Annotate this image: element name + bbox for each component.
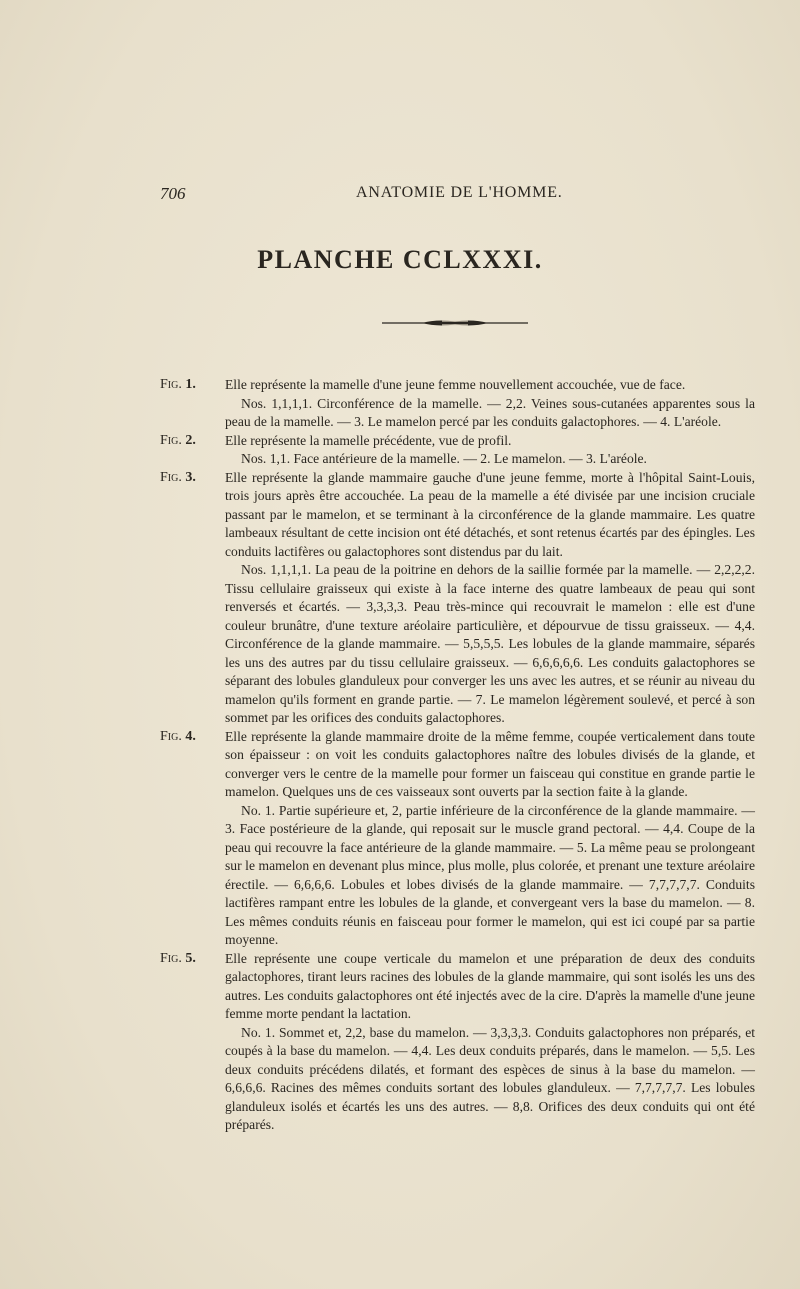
plate-explanation [160, 376, 755, 1135]
figure-entry-5 [160, 950, 755, 1135]
figure-label: Fig. 1. [160, 377, 196, 392]
figure-description: Elle représente une coupe verticale du mamelon et une préparation de deux des conduits galactophores, tirant leurs racines des lobules de la glande mammaire, qui sont isolés les uns des autres. Les conduits galactophores ont été injectés avec de la cire. D'après la mamelle d'une jeune femme morte pendant la lactation. [225, 950, 755, 1021]
figure-numbers: No. 1. Partie supérieure et, 2, partie inférieure de la circonférence de la glande mammaire. — 3. Face postérieure de la glande, qui reposait sur le muscle grand pectoral. — 4,4. Coupe de la peau qui recouvre la face antérieure de la glande mammaire. — 5. La même peau se prolongeant sur le mamelon en devenant plus mince, plus molle, plus colorée, et prenant une texture aréolaire érectile. — 6,6,6,6. Lobules et lobes divisés de la glande mammaire. — 7,7,7,7,7. Conduits lactifères rampant entre les lobules de la glande, et convergeant vers la base du mamelon. — 8. Les mêmes conduits réunis en faisceau pour former le mamelon, qui est ici coupé par sa partie moyenne. [225, 802, 755, 947]
figure-numbers: Nos. 1,1. Face antérieure de la mamelle. — 2. Le mamelon. — 3. L'aréole. [241, 451, 647, 466]
figure-entry-1 [160, 376, 755, 432]
running-title: ANATOMIE DE L'HOMME. [356, 184, 563, 201]
figure-description: Elle représente la glande mammaire gauche d'une jeune femme, morte à l'hôpital Saint-Louis, trois jours après être accouchée. La peau de la mamelle a été divisée par une incision cruciale passant par le mamelon, et se terminant à la circonférence de la glande mammaire. Les quatre lambeaux résultant de cette incision ont été détachés, et sont retenus écartés par des épingles. Les conduits lactifères ou galactophores sont distendus par du lait. [225, 469, 755, 559]
figure-entry-2 [160, 432, 755, 469]
figure-label: Fig. 3. [160, 469, 196, 485]
figure-entry-3 [160, 469, 755, 728]
figure-numbers: Nos. 1,1,1,1. Circonférence de la mamelle. — 2,2. Veines sous-cutanées apparentes sous la peau de la mamelle. — 3. Le mamelon percé par les conduits galactophores. — 4. L'aréole. [225, 395, 755, 429]
figure-label: Fig. 5. [160, 950, 196, 966]
figure-numbers: No. 1. Sommet et, 2,2, base du mamelon. — 3,3,3,3. Conduits galactophores non préparés, et coupés à la base du mamelon. — 4,4. Les deux conduits préparés, dans le mamelon. — 5,5. Les deux conduits précédens dilatés, et formant des espèces de sinus à la base du mamelon. — 6,6,6,6. Racines des mêmes conduits sortant des lobules glanduleux. — 7,7,7,7,7. Les lobules glanduleux isolés et écartés les uns des autres. — 8,8. Orifices des deux conduits qui ont été préparés. [225, 1024, 755, 1132]
page-number: 706 [160, 184, 186, 203]
figure-description: Elle représente la glande mammaire droite de la même femme, coupée verticalement dans toute son épaisseur : on voit les conduits galactophores naître des lobules divisés de la glande, et converger vers le centre de la mamelle pour former un faisceau qui constitue en grande partie le mamelon. Quelques uns de ces vaisseaux sont ouverts par la section faite à la glande. [225, 728, 755, 799]
plate-title: PLANCHE CCLXXXI. [257, 245, 543, 274]
figure-description: Elle représente la mamelle précédente, vue de profil. [225, 432, 512, 448]
figure-entry-4 [160, 728, 755, 950]
figure-numbers: Nos. 1,1,1,1. La peau de la poitrine en dehors de la saillie formée par la mamelle. — 2,2,2,2. Tissu cellulaire graisseux qui existe à la face interne des quatre lambeaux de peau qui sont renversés et écartés. — 3,3,3,3. Peau très-mince qui recouvrait le mamelon : elle est d'une couleur brunâtre, d'une texture aréolaire particulière, et dépourvue de tissu graisseux. — 4,4. Circonférence de la glande mammaire. — 5,5,5,5. Les lobules de la glande mammaire, séparés les uns des autres par du tissu cellulaire graisseux. — 6,6,6,6,6. Les conduits galactophores se séparant des lobules glanduleux pour converger les uns avec les autres, et se réunir au niveau du mamelon qu'ils forment en grande partie. — 7. Le mamelon légèrement soulevé, et percé à son sommet par les orifices des conduits galactophores. [225, 562, 755, 725]
running-head [160, 184, 760, 206]
figure-description: Elle représente la mamelle d'une jeune femme nouvellement accouchée, vue de face. [225, 377, 686, 392]
ornamental-rule [382, 317, 528, 329]
figure-label: Fig. 2. [160, 432, 196, 448]
figure-label: Fig. 4. [160, 728, 196, 744]
